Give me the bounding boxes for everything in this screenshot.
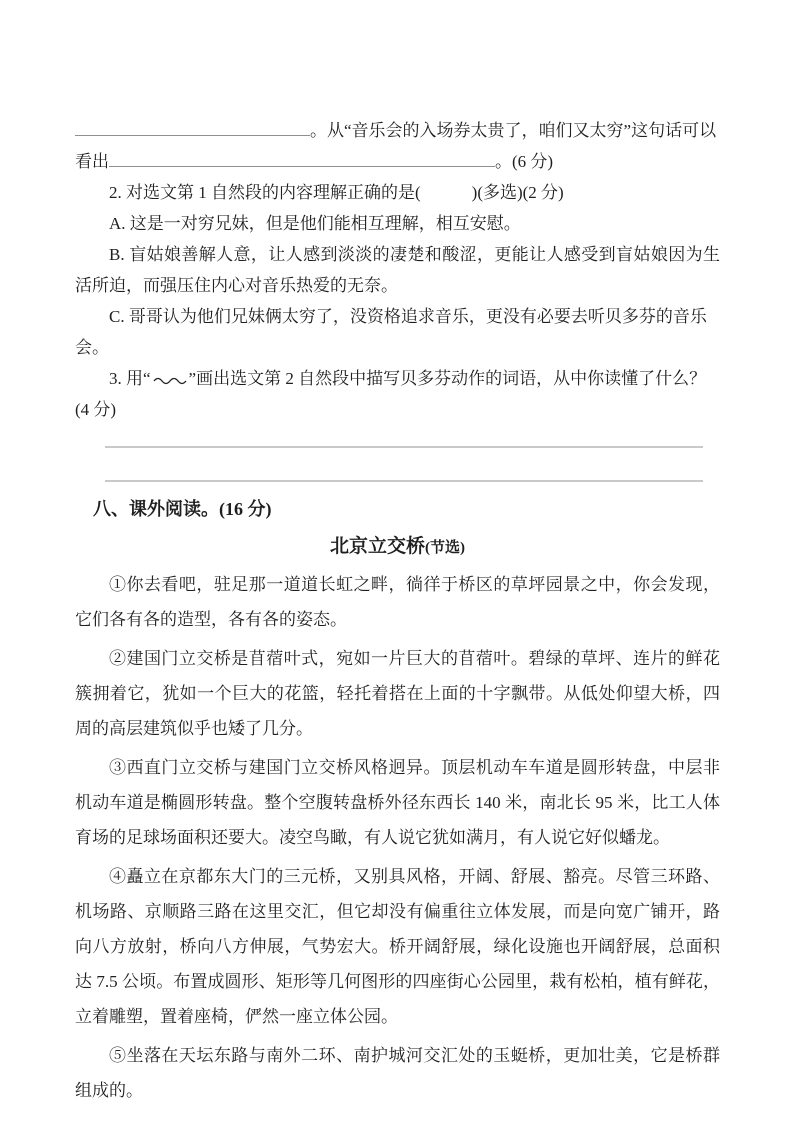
passage-paragraph-5: ⑤坐落在天坛东路与南外二环、南护城河交汇处的玉蜓桥，更加壮美，它是桥群组成的。 — [75, 1046, 720, 1100]
q2-option-b: B. 盲姑娘善解人意，让人感到淡淡的凄楚和酸涩，更能让人感受到盲姑娘因为生活所迫，而强压住内心对音乐热爱的无奈。 — [75, 245, 720, 295]
passage-paragraph-2: ②建国门立交桥是苜蓿叶式，宛如一片巨大的苜蓿叶。碧绿的草坪、连片的鲜花簇拥着它，犹如一个巨大的花篮，轻托着搭在上面的十字飘带。从低处仰望大桥，四周的高层建筑似乎也矮了几分。 — [75, 649, 720, 738]
extracurricular-reading-section — [75, 494, 720, 1108]
q1-fill-in-blank-1 — [75, 117, 310, 136]
q3-stem — [75, 363, 720, 425]
q2-option-a: A. 这是一对穷兄妹，但是他们能相互理解，相互安慰。 — [109, 214, 521, 233]
passage-title-note: (节选) — [425, 540, 465, 556]
passage-paragraph-1: ①你去看吧，驻足那一道道长虹之畔，徜徉于桥区的草坪园景之中，你会发现，它们各有各的造型，各有各的姿态。 — [75, 575, 720, 629]
passage-paragraph-3: ③西直门立交桥与建国门立交桥风格迥异。顶层机动车车道是圆形转盘，中层非机动车道是椭圆形转盘。整个空腹转盘桥外径东西长 140 米，南北长 95 米，比工人体育场的足球场面积还要大。凌空鸟瞰，有人说它犹如满月，有人说它好似蟠龙。 — [75, 758, 720, 847]
passage-title — [75, 532, 720, 563]
passage-body — [75, 567, 720, 1108]
q3-stem-prefix: 3. 用“ — [109, 369, 151, 388]
q1-line1-text: 。从“音乐会的入场券太贵了，咱们又太穷”这句话可以 — [310, 121, 717, 140]
reading-questions-block — [75, 115, 720, 482]
q1-line2-prefix: 看出 — [75, 152, 109, 171]
q1-answer-line-1 — [75, 115, 720, 146]
passage-title-main: 北京立交桥 — [329, 536, 425, 557]
section-eight-heading: 八、课外阅读。(16 分) — [93, 499, 272, 519]
answer-ruled-line-2 — [105, 448, 703, 482]
q2-option-c: C. 哥哥认为他们兄妹俩太穷了，没资格追求音乐，更没有必要去听贝多芬的音乐会。 — [75, 307, 707, 357]
q3-stem-suffix: ”画出选文第 2 自然段中描写贝多芬动作的词语，从中你读懂了什么？(4 分) — [75, 369, 707, 419]
passage-paragraph-4: ④矗立在京都东大门的三元桥，又别具风格，开阔、舒展、豁亮。尽管三环路、机场路、京顺路三路在这里交汇，但它却没有偏重往立体发展，而是向宽广铺开，路向八方放射，桥向八方伸展，气势宏大。桥开阔舒展，绿化设施也开阔舒展，总面积达 7.5 公顷。布置成圆形、矩形等几何图形的四座街心公园里，栽有松柏，植有鲜花，立着雕塑，置着座椅，俨然一座立体公园。 — [75, 867, 720, 1026]
answer-ruled-line-1 — [105, 425, 703, 448]
q2-stem: 2. 对选文第 1 自然段的内容理解正确的是( )(多选)(2 分) — [109, 183, 564, 202]
q1-answer-line-2 — [75, 146, 720, 177]
q1-line2-score: 。(6 分) — [495, 152, 554, 171]
q1-fill-in-blank-2 — [109, 148, 495, 167]
wavy-underline-icon — [153, 375, 187, 385]
